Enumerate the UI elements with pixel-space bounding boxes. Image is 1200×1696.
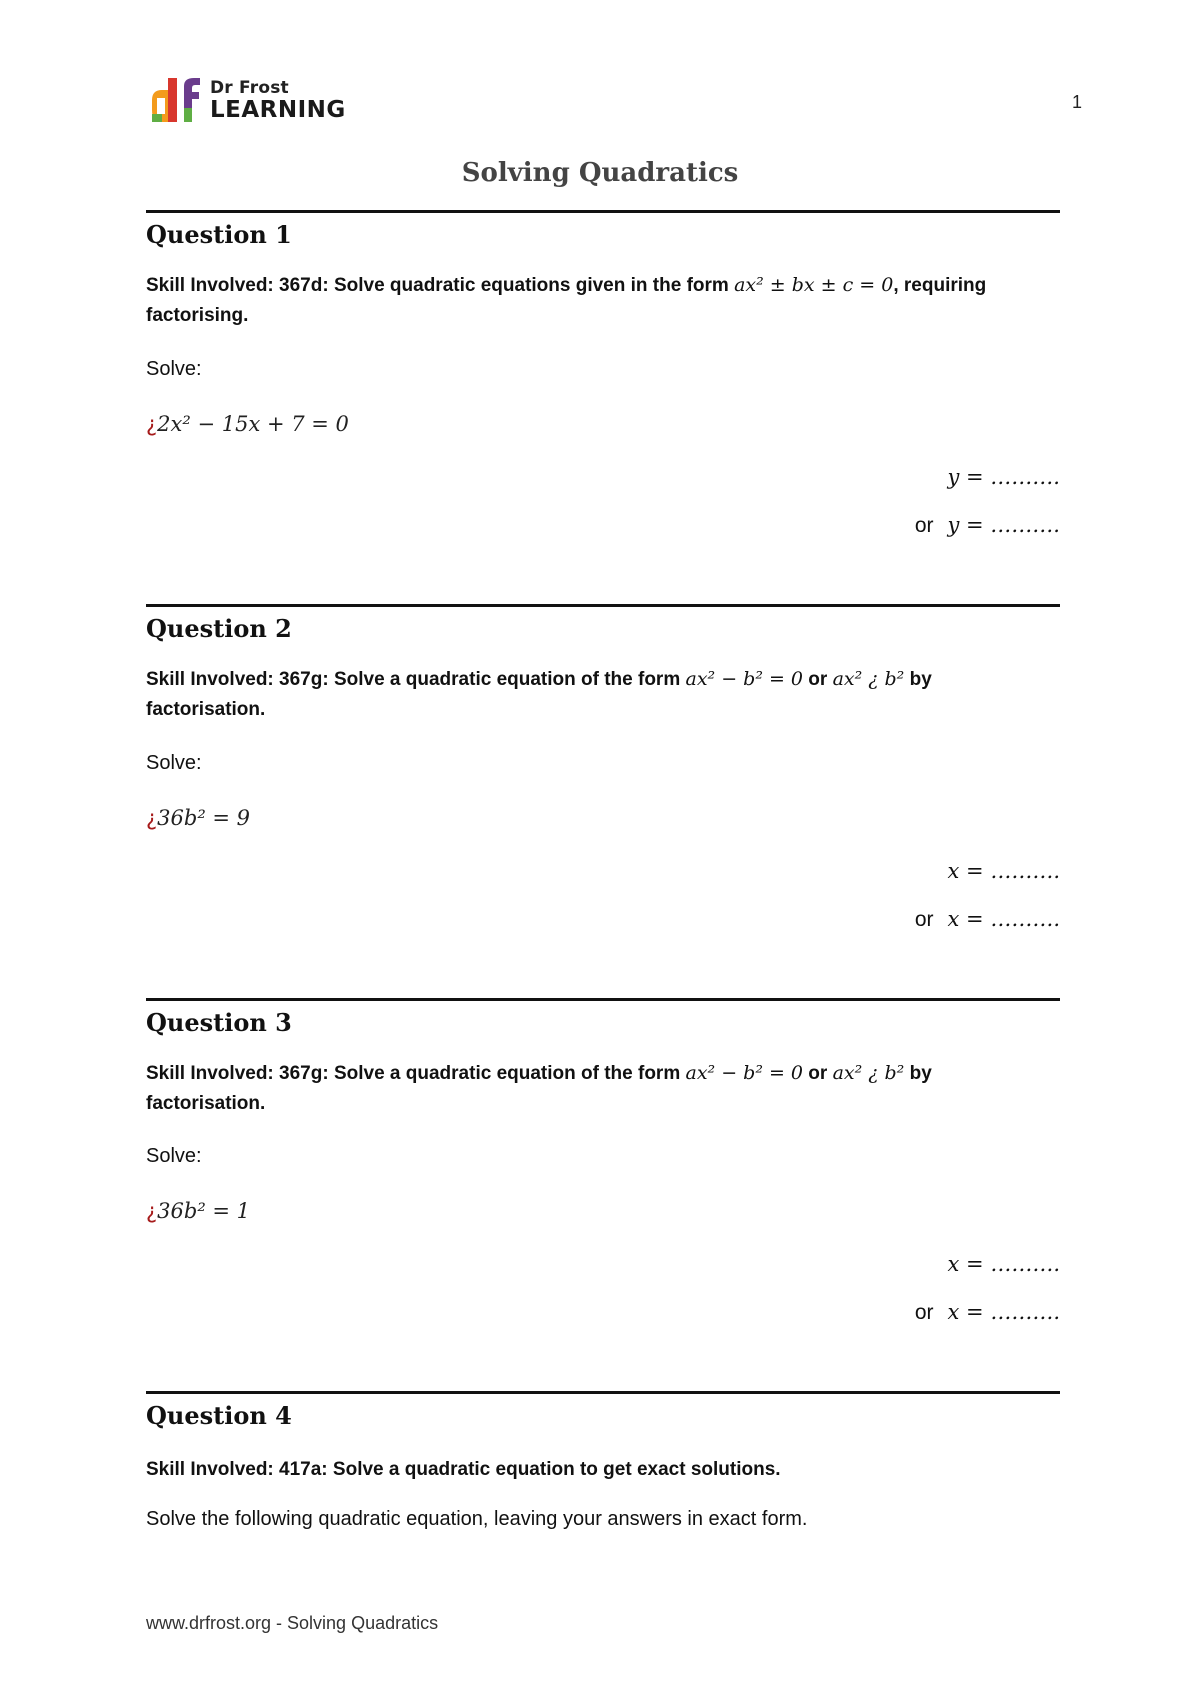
question-1-answer-line-2 [915,513,1060,538]
answer-or-label: or [914,1301,934,1324]
equation-text: 36b² = 1 [157,1199,251,1223]
question-1-heading: Question 1 [146,220,292,249]
skill-text-suffix: , requiring factorising. [146,275,987,326]
skill-formula: ax² − b² = 0 [685,668,804,690]
skill-formula: ax² − b² = 0 [685,1062,804,1084]
skill-text-suffix: by factorisation. [146,669,932,720]
question-divider [146,604,1060,607]
answer-blank[interactable]: y = ………. [947,513,1060,537]
answer-blank[interactable]: x = ………. [947,907,1060,931]
question-3-skill [146,1058,1006,1119]
question-3-prompt: Solve: [146,1145,202,1167]
question-4-instruction: Solve the following quadratic equation, leaving your answers in exact form. [146,1508,808,1530]
question-1-answer-line-1 [948,465,1061,490]
answer-blank[interactable]: x = ………. [947,859,1060,883]
question-1-skill [146,270,1006,331]
page-number: 1 [1071,92,1082,112]
question-2-heading: Question 2 [146,614,292,643]
question-2-equation [146,806,250,830]
df-logo-icon [148,76,204,126]
question-2-answer-line-1 [948,859,1060,884]
question-1-prompt: Solve: [146,358,202,380]
question-2-skill [146,664,1006,725]
inverted-question-mark: ¿ [146,806,158,830]
skill-text: Skill Involved: 367g: Solve a quadratic equation of the form [146,669,686,690]
skill-formula-2: ax² ¿ b² [832,1062,905,1084]
question-2-answer-line-2 [915,907,1060,932]
skill-formula: ax² ± bx ± c = 0 [734,274,894,296]
inverted-question-mark: ¿ [146,412,158,436]
document-title: Solving Quadratics [461,158,739,188]
question-3-answer-line-1 [948,1252,1060,1277]
skill-text-or: or [803,1063,833,1084]
question-3-equation [146,1199,250,1223]
question-3-heading: Question 3 [146,1008,292,1037]
skill-text-suffix: by factorisation. [146,1063,932,1114]
question-2-prompt: Solve: [146,752,202,774]
logo-text-learning: LEARNING [210,97,346,123]
question-4-heading: Question 4 [146,1401,292,1430]
skill-text: Skill Involved: 367g: Solve a quadratic equation of the form [146,1063,686,1084]
skill-formula-2: ax² ¿ b² [832,668,905,690]
drfrost-logo [148,76,346,126]
logo-text-dr-frost: Dr Frost [210,78,289,98]
question-divider [146,1391,1060,1394]
question-divider [146,998,1060,1001]
question-3-answer-line-2 [915,1300,1060,1325]
equation-text: 2x² − 15x + 7 = 0 [157,412,349,436]
inverted-question-mark: ¿ [146,1199,158,1223]
skill-text-or: or [803,669,833,690]
question-1-equation [146,412,349,436]
answer-blank[interactable]: x = ………. [947,1252,1060,1276]
question-4-skill: Skill Involved: 417a: Solve a quadratic equation to get exact solutions. [146,1459,781,1480]
skill-text: Skill Involved: 367d: Solve quadratic equations given in the form [146,275,735,296]
equation-text: 36b² = 9 [157,806,251,830]
answer-blank[interactable]: y = ………. [947,465,1060,489]
answer-or-label: or [914,908,934,931]
page-footer: www.drfrost.org - Solving Quadratics [146,1613,439,1633]
answer-blank[interactable]: x = ………. [947,1300,1060,1324]
question-divider [146,210,1060,213]
answer-or-label: or [914,514,934,537]
